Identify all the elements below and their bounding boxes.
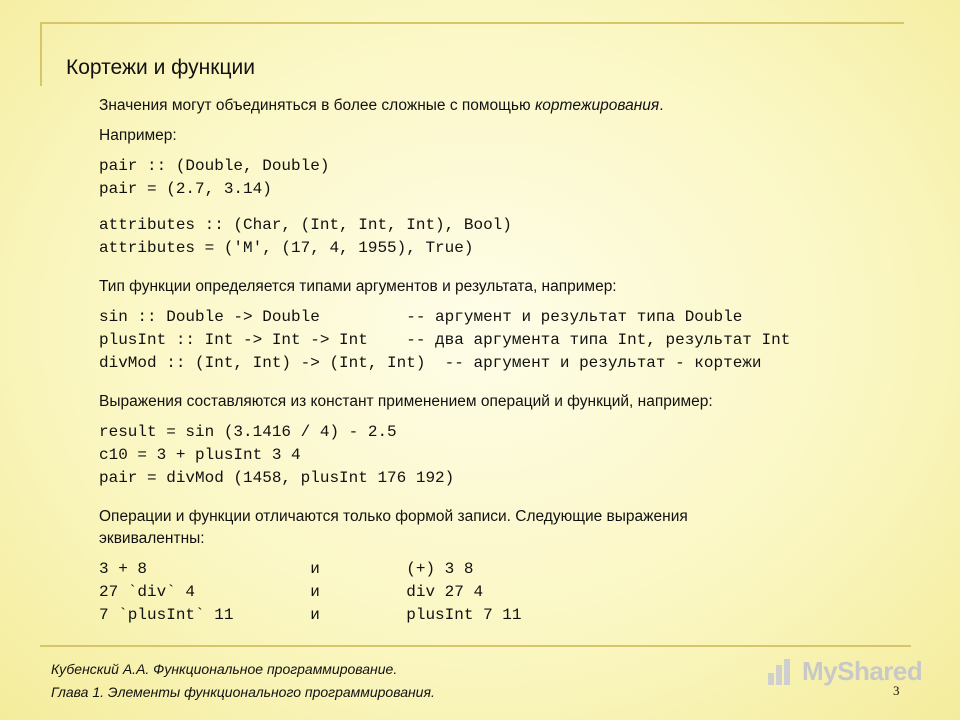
code-line: plusInt :: Int -> Int -> Int -- два аргумента типа Int, результат Int: [99, 331, 791, 349]
code-line: pair = divMod (1458, plusInt 176 192): [99, 469, 455, 487]
code-line: attributes = ('M', (17, 4, 1955), True): [99, 239, 474, 257]
code-line: pair = (2.7, 3.14): [99, 180, 272, 198]
code-line: sin :: Double -> Double -- аргумент и результат типа Double: [99, 308, 743, 326]
intro-text-end: .: [659, 97, 664, 114]
code-line: divMod :: (Int, Int) -> (Int, Int) -- аргумент и результат - кортежи: [99, 354, 762, 372]
ops-paragraph-line: Операции и функции отличаются только формой записи. Следующие выражения: [99, 508, 688, 525]
example-label: Например:: [99, 127, 177, 144]
slide-title: Кортежи и функции: [66, 56, 255, 79]
myshared-logo-icon: [768, 659, 796, 685]
intro-paragraph: [99, 95, 919, 117]
top-border-line: [40, 22, 904, 24]
ops-paragraph-line: эквивалентны:: [99, 530, 205, 547]
watermark-text: MyShared: [802, 656, 923, 686]
left-border-line: [40, 22, 42, 86]
expr-paragraph: Выражения составляются из констант применением операций и функций, например:: [99, 393, 713, 410]
bottom-border-line: [40, 645, 911, 647]
code-line: c10 = 3 + plusInt 3 4: [99, 446, 301, 464]
code-line: pair :: (Double, Double): [99, 157, 330, 175]
slide-content: [99, 95, 919, 627]
code-line: 27 `div` 4 и div 27 4: [99, 583, 484, 601]
code-line: result = sin (3.1416 / 4) - 2.5: [99, 423, 397, 441]
code-line: 7 `plusInt` 11 и plusInt 7 11: [99, 606, 522, 624]
footer-chapter: Глава 1. Элементы функционального программирования.: [51, 684, 435, 700]
page-number: 3: [893, 683, 900, 698]
intro-italic-term: кортежирования: [534, 97, 660, 114]
code-line: attributes :: (Char, (Int, Int, Int), Bool): [99, 216, 512, 234]
intro-text: Значения могут объединяться в более сложные с помощью: [99, 97, 535, 114]
code-line: 3 + 8 и (+) 3 8: [99, 560, 474, 578]
func-type-paragraph: Тип функции определяется типами аргументов и результата, например:: [99, 278, 617, 295]
footer-author: Кубенский А.А. Функциональное программирование.: [51, 661, 398, 677]
